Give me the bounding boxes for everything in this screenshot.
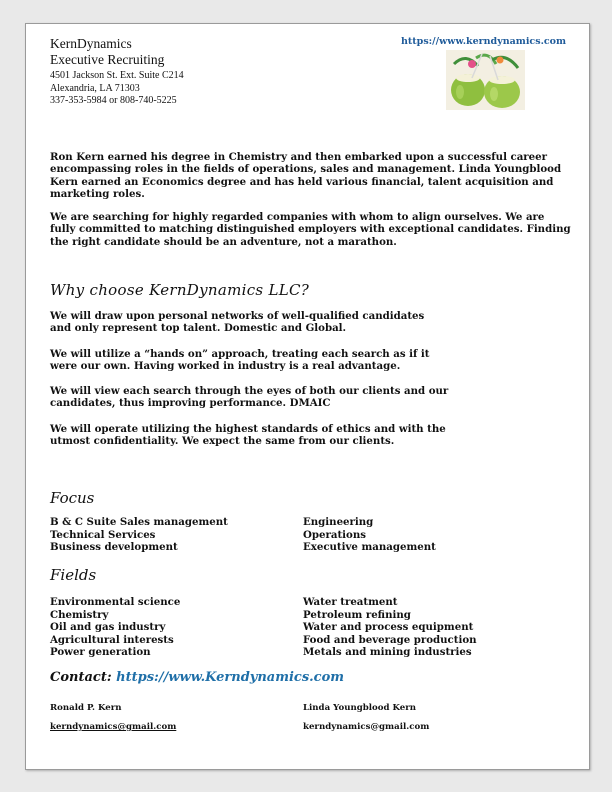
why-point-3-line-1: We will view each search through the eyes of both our clients and our bbox=[50, 385, 449, 397]
list-item: Operations bbox=[303, 528, 366, 541]
fields-list-right bbox=[303, 596, 477, 659]
fields-list-left bbox=[50, 596, 180, 659]
list-item: Metals and mining industries bbox=[303, 646, 472, 659]
why-point-1-line-1: We will draw upon personal networks of well-qualified candidates bbox=[50, 310, 425, 322]
list-item: Engineering bbox=[303, 516, 374, 528]
why-point-4-line-2: utmost confidentiality. We expect the same from our clients. bbox=[50, 435, 395, 448]
intro-paragraph-1: Ron Kern earned his degree in Chemistry and then embarked upon a successful career encompassing roles in the fields of operations, sales and management. Linda Youngblood Kern earned an Economics degree and has held various financial, talent acquisition and marketing roles. bbox=[50, 151, 562, 200]
contact-name: Ronald P. Kern bbox=[50, 703, 122, 713]
intro-paragraph-2: We are searching for highly regarded companies with whom to align ourselves. We are fully committed to matching distinguished employers with exceptional candidates. Finding the right candidate should be an adventure, not a marathon. bbox=[50, 211, 571, 248]
list-item: Environmental science bbox=[50, 596, 181, 608]
why-point-1 bbox=[50, 310, 573, 335]
why-point-2-line-2: were our own. Having worked in industry is a real advantage. bbox=[50, 360, 401, 373]
contact-name: Linda Youngblood Kern bbox=[303, 703, 417, 713]
phone-number: 337-353-5984 or 808-740-5225 bbox=[50, 95, 177, 106]
coconut-drinks-image bbox=[446, 50, 525, 110]
list-item: Chemistry bbox=[50, 608, 109, 621]
contact-email-text[interactable]: kerndynamics@gmail.com bbox=[303, 722, 430, 732]
list-item: Business development bbox=[50, 541, 178, 554]
list-item: Agricultural interests bbox=[50, 633, 174, 646]
why-point-3 bbox=[50, 385, 573, 410]
contact-website-link[interactable]: https://www.Kerndynamics.com bbox=[116, 670, 345, 685]
list-item: Water and process equipment bbox=[303, 621, 474, 634]
website-link[interactable]: https://www.kerndynamics.com bbox=[401, 36, 567, 47]
contact-line bbox=[50, 670, 344, 685]
why-point-2 bbox=[50, 348, 573, 373]
list-item: Petroleum refining bbox=[303, 608, 411, 621]
why-heading: Why choose KernDynamics LLC? bbox=[50, 281, 310, 299]
address-line-1: 4501 Jackson St. Ext. Suite C214 bbox=[50, 70, 184, 81]
list-item: Oil and gas industry bbox=[50, 621, 166, 634]
list-item: Technical Services bbox=[50, 528, 156, 541]
company-tagline: Executive Recruiting bbox=[50, 52, 165, 67]
contact-label: Contact: bbox=[50, 670, 112, 685]
list-item: Food and beverage production bbox=[303, 633, 477, 646]
fields-heading: Fields bbox=[50, 566, 97, 584]
why-point-2-line-1: We will utilize a “hands on” approach, treating each search as if it bbox=[50, 348, 430, 360]
list-item: Executive management bbox=[303, 541, 436, 554]
list-item: B & C Suite Sales management bbox=[50, 516, 228, 528]
letterhead bbox=[50, 36, 164, 68]
company-address bbox=[50, 70, 184, 108]
focus-list-left bbox=[50, 516, 228, 554]
focus-heading: Focus bbox=[50, 489, 95, 507]
why-point-1-line-2: and only represent top talent. Domestic and Global. bbox=[50, 322, 347, 335]
focus-list-right bbox=[303, 516, 436, 554]
contact-person-1 bbox=[50, 702, 176, 733]
list-item: Power generation bbox=[50, 646, 151, 659]
why-point-3-line-2: candidates, thus improving performance. DMAIC bbox=[50, 397, 331, 410]
contact-email-link[interactable]: kerndynamics@gmail.com bbox=[50, 722, 177, 732]
address-line-2: Alexandria, LA 71303 bbox=[50, 82, 140, 94]
contact-person-2 bbox=[303, 702, 429, 733]
document-page bbox=[25, 23, 590, 770]
coconut-drinks-photo bbox=[446, 50, 525, 110]
why-point-4 bbox=[50, 423, 573, 448]
list-item: Water treatment bbox=[303, 596, 398, 608]
company-name: KernDynamics bbox=[50, 36, 132, 51]
why-point-4-line-1: We will operate utilizing the highest standards of ethics and with the bbox=[50, 423, 446, 435]
